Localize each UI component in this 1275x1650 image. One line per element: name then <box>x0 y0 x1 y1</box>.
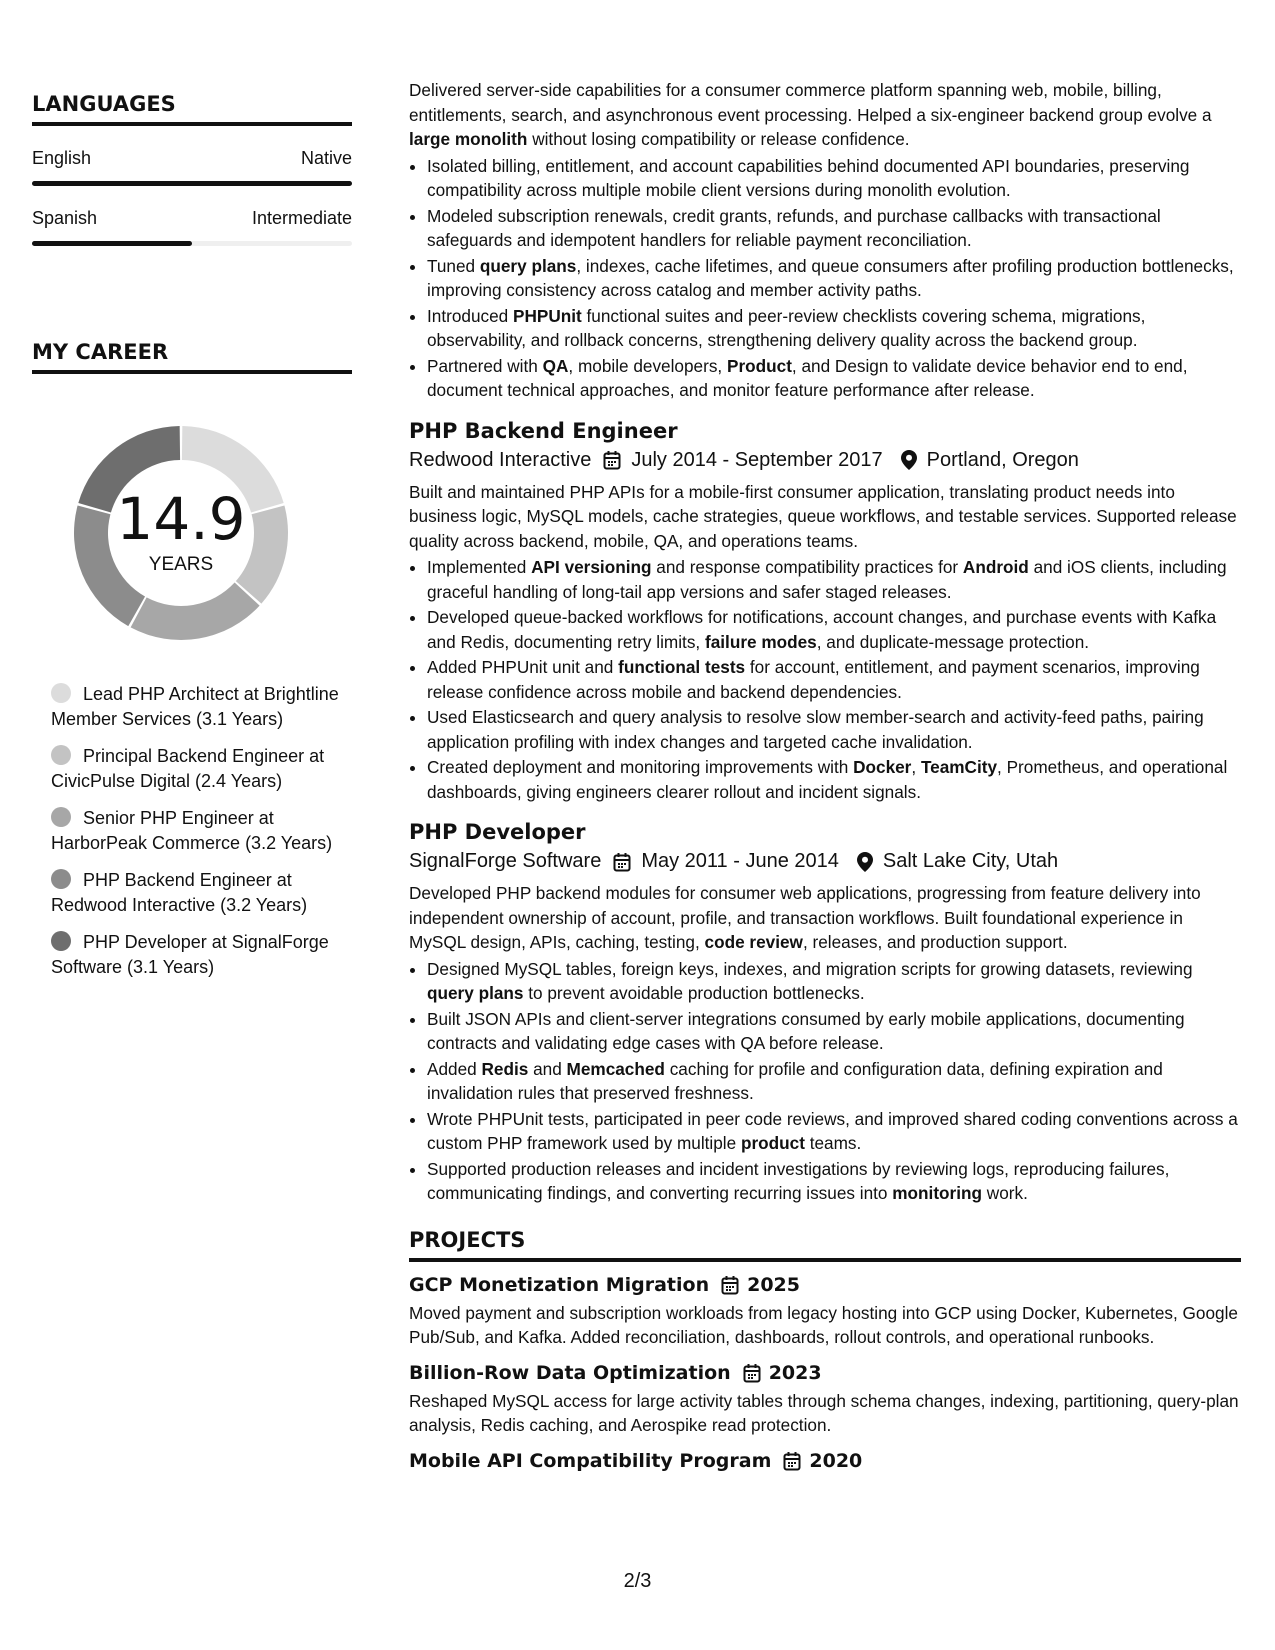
project-description: Reshaped MySQL access for large activity tables through schema changes, indexing, partitioning, query-plan analysis, Redis caching, and Aerospike read protection. <box>409 1390 1239 1435</box>
legend-label: Lead PHP Architect at Brightline Member Services (3.1 Years) <box>51 684 339 729</box>
legend-item <box>51 744 341 794</box>
project-title: Mobile API Compatibility Program <box>409 1449 772 1472</box>
bullet-item: • Designed MySQL tables, foreign keys, indexes, and migration scripts for growing datasets, reviewing query plans to prevent avoidable production bottlenecks. <box>427 957 1241 1006</box>
career-total-unit: YEARS <box>148 554 214 575</box>
legend-dot-icon <box>51 683 71 703</box>
language-level: Native <box>300 148 352 168</box>
project-item <box>409 1450 1241 1472</box>
language-name: Spanish <box>32 208 98 228</box>
legend-label: PHP Backend Engineer at Redwood Interactive (3.2 Years) <box>51 870 308 915</box>
language-item <box>32 208 352 246</box>
legend-item <box>51 806 341 856</box>
donut-center <box>66 418 296 648</box>
job-meta <box>409 850 1241 873</box>
project-item <box>409 1362 1241 1438</box>
project-item <box>409 1274 1241 1350</box>
bullet-item: • Added Redis and Memcached caching for profile and configuration data, defining expiration and invalidation rules that preserved freshness. <box>427 1057 1241 1106</box>
calendar-icon <box>603 450 621 470</box>
location-pin-icon <box>901 450 917 470</box>
bullet-item: • Introduced PHPUnit functional suites and peer-review checklists covering schema, migrations, observability, and rollback concerns, strengthening delivery quality across the backend group. <box>427 304 1241 353</box>
career-donut-chart <box>66 418 296 648</box>
project-year: 2025 <box>747 1273 800 1296</box>
location-pin-icon <box>857 852 873 872</box>
calendar-icon <box>783 1451 801 1471</box>
languages-heading: LANGUAGES <box>32 92 352 126</box>
legend-item <box>51 868 341 918</box>
language-proficiency-bar <box>32 181 352 186</box>
legend-dot-icon <box>51 807 71 827</box>
job-dates: May 2011 - June 2014 <box>641 850 839 872</box>
career-heading: MY CAREER <box>32 340 352 374</box>
job-summary: Delivered server-side capabilities for a consumer commerce platform spanning web, mobile, billing, entitlements, search, and asynchronous event processing. Helped a six-engineer backend group evolve a large monolith without losing compatibility or release confidence. <box>409 80 1212 149</box>
job-bullets <box>409 555 1241 804</box>
job-dates: July 2014 - September 2017 <box>631 448 883 471</box>
job-summary: Built and maintained PHP APIs for a mobile-first consumer application, translating product needs into business logic, MySQL models, cache strategies, queue workflows, and testable services. Supported release quality across backend, mobile, QA, and operations teams. <box>409 481 1237 551</box>
bullet-item: • Supported production releases and incident investigations by reviewing logs, reproducing failures, communicating findings, and converting recurring issues into monitoring work. <box>427 1157 1241 1206</box>
job-location: Salt Lake City, Utah <box>882 850 1059 872</box>
calendar-icon <box>743 1363 761 1383</box>
bullet-item: • Tuned query plans, indexes, cache lifetimes, and queue consumers after profiling production bottlenecks, improving consistency across catalog and member activity paths. <box>427 254 1241 303</box>
job-title: PHP Developer <box>409 820 586 844</box>
calendar-icon <box>721 1275 739 1295</box>
project-year: 2023 <box>768 1361 822 1384</box>
main-content <box>409 78 1241 1472</box>
project-year: 2020 <box>809 1449 863 1472</box>
bullet-item: • Added PHPUnit unit and functional tests for account, entitlement, and payment scenarios, improving release confidence across mobile and backend dependencies. <box>427 655 1241 704</box>
job-bullets <box>409 957 1241 1206</box>
language-proficiency-fill <box>32 181 352 186</box>
language-item <box>32 148 352 186</box>
bullet-item: • Isolated billing, entitlement, and account capabilities behind documented API boundaries, preserving compatibility across multiple mobile client versions during monolith evolution. <box>427 154 1241 203</box>
job-meta <box>409 449 1241 472</box>
bullet-item: • Developed queue-backed workflows for notifications, account changes, and purchase events with Kafka and Redis, documenting retry limits, failure modes, and duplicate-message protection. <box>427 605 1241 654</box>
language-proficiency-fill <box>32 241 192 246</box>
job-title: PHP Backend Engineer <box>409 418 678 443</box>
bullet-item: • Used Elasticsearch and query analysis to resolve slow member-search and activity-feed paths, pairing application profiling with index changes and targeted cache invalidation. <box>427 705 1241 754</box>
legend-dot-icon <box>51 931 71 951</box>
legend-dot-icon <box>51 745 71 765</box>
legend-item <box>51 682 341 732</box>
legend-label: PHP Developer at SignalForge Software (3.1 Years) <box>51 932 329 977</box>
job-summary: Developed PHP backend modules for consumer web applications, progressing from feature delivery into independent ownership of account, profile, and transaction workflows. Built foundational experience in MySQL design, APIs, caching, testing, code review, releases, and production support. <box>409 883 1201 952</box>
legend-label: Principal Backend Engineer at CivicPulse Digital (2.4 Years) <box>51 746 325 791</box>
bullet-item: • Modeled subscription renewals, credit grants, refunds, and purchase callbacks with transactional safeguards and idempotent handlers for reliable payment reconciliation. <box>427 204 1241 253</box>
bullet-item: • Implemented API versioning and response compatibility practices for Android and iOS clients, including graceful handling of long-tail app versions and safer staged releases. <box>427 555 1241 604</box>
job-company: Redwood Interactive <box>409 448 592 471</box>
bullet-item: • Created deployment and monitoring improvements with Docker, TeamCity, Prometheus, and operational dashboards, giving engineers clearer rollout and incident signals. <box>427 755 1241 804</box>
legend-dot-icon <box>51 869 71 889</box>
job-location: Portland, Oregon <box>926 448 1079 471</box>
projects-heading: PROJECTS <box>409 1228 1241 1262</box>
job-company: SignalForge Software <box>409 850 602 872</box>
project-title: Billion-Row Data Optimization <box>409 1361 731 1384</box>
job-bullets <box>409 154 1241 403</box>
legend-item <box>51 930 341 980</box>
language-name: English <box>32 148 92 168</box>
bullet-item: • Wrote PHPUnit tests, participated in peer code reviews, and improved shared coding conventions across a custom PHP framework used by multiple product teams. <box>427 1107 1241 1156</box>
career-total-years: 14.9 <box>116 485 246 553</box>
career-legend <box>51 682 341 980</box>
project-description: Moved payment and subscription workloads from legacy hosting into GCP using Docker, Kubernetes, Google Pub/Sub, and Kafka. Added reconciliation, dashboards, rollout controls, and operational runbooks. <box>409 1302 1238 1347</box>
bullet-item: • Built JSON APIs and client-server integrations consumed by early mobile applications, documenting contracts and validating edge cases with QA before release. <box>427 1007 1241 1056</box>
bullet-item: • Partnered with QA, mobile developers, Product, and Design to validate device behavior end to end, document technical approaches, and monitor feature performance after release. <box>427 354 1241 403</box>
page-number: 2/3 <box>623 1570 652 1592</box>
legend-label: Senior PHP Engineer at HarborPeak Commerce (3.2 Years) <box>51 808 333 853</box>
language-proficiency-bar <box>32 241 352 246</box>
project-title: GCP Monetization Migration <box>409 1273 710 1296</box>
sidebar <box>32 92 352 992</box>
calendar-icon <box>613 852 631 872</box>
language-level: Intermediate <box>251 208 352 228</box>
